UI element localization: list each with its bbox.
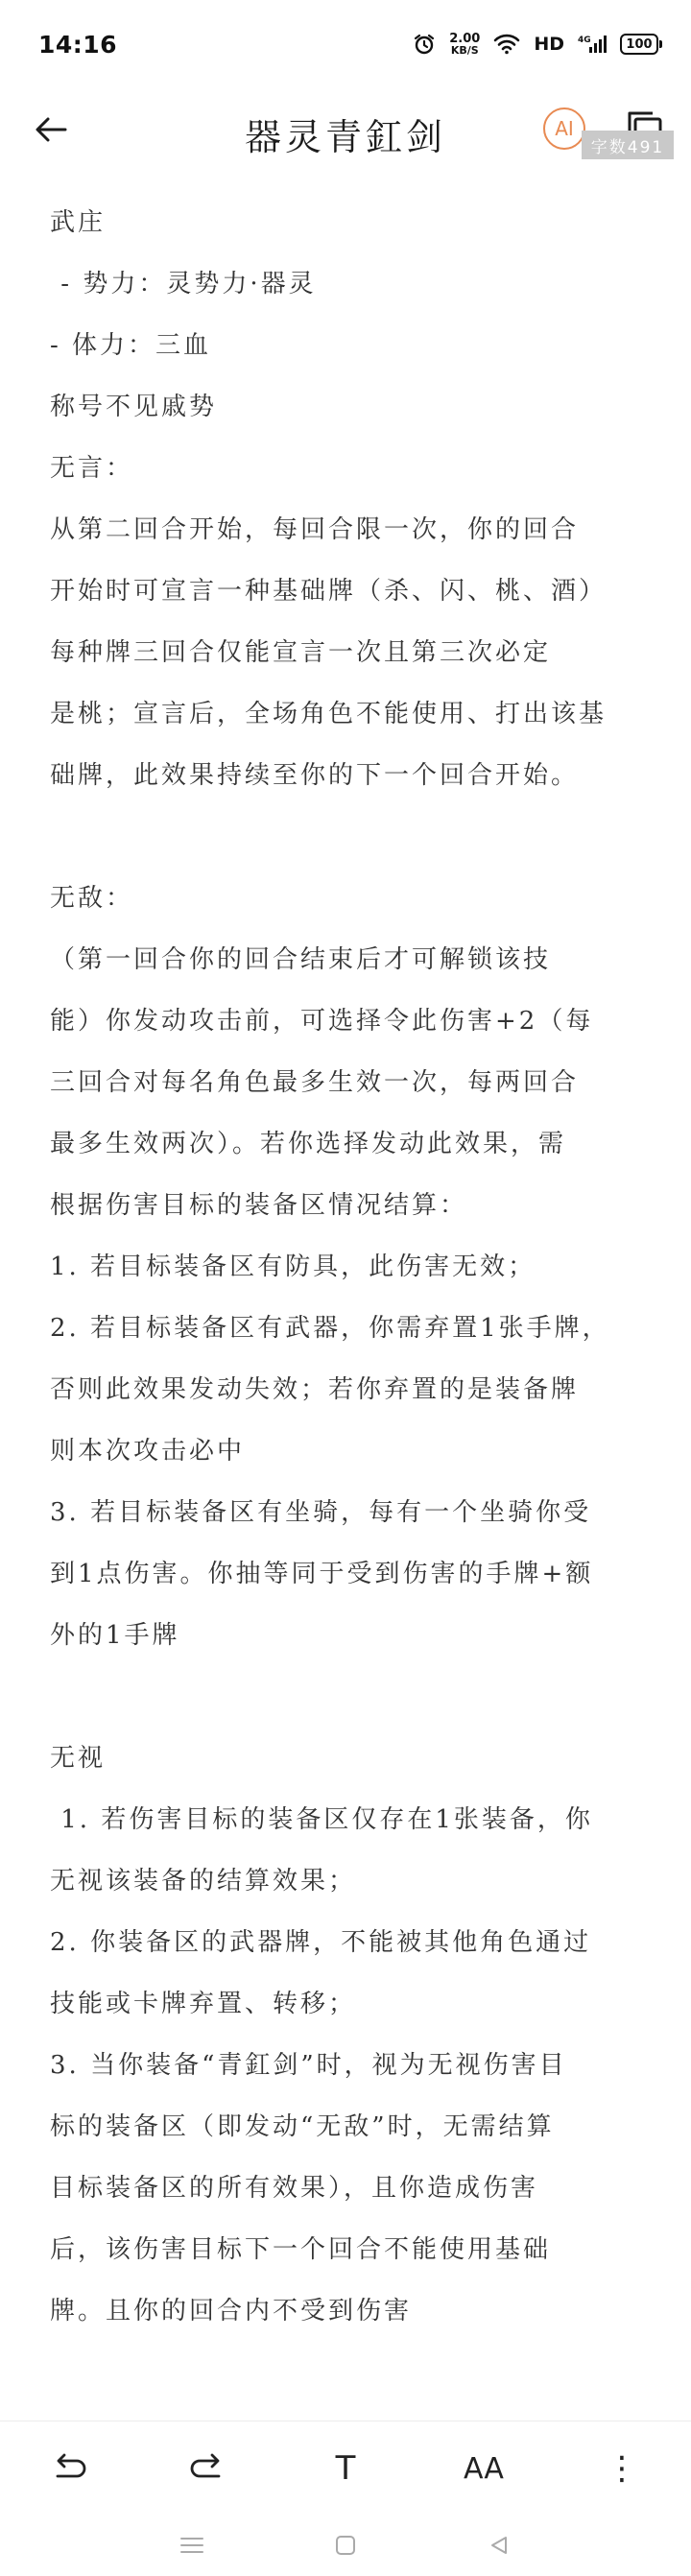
- net-speed-unit: KB/S: [450, 44, 479, 57]
- navigation-bar: [0, 2515, 691, 2576]
- paragraph: 是桃；宣言后，全场角色不能使用、打出该基: [50, 700, 608, 728]
- more-button[interactable]: [593, 2440, 651, 2497]
- ai-button[interactable]: [543, 107, 585, 150]
- paragraph: 最多生效两次）。若你选择发动此效果，需: [50, 1130, 567, 1158]
- text-style-button[interactable]: [317, 2440, 374, 2497]
- signal-icon: [578, 34, 607, 55]
- menu-icon: [179, 2536, 204, 2555]
- paragraph: 目标装备区的所有效果），且你造成伤害: [50, 2174, 539, 2203]
- edit-toolbar: [0, 2428, 691, 2509]
- paragraph: 后，该伤害目标下一个回合不能使用基础: [50, 2235, 552, 2264]
- paragraph: 础牌，此效果持续至你的下一个回合开始。: [50, 761, 580, 790]
- square-icon: [335, 2535, 356, 2556]
- paragraph: 无敌：: [50, 884, 134, 913]
- net-speed-value: 2.00: [449, 32, 481, 46]
- home-button[interactable]: [326, 2526, 365, 2564]
- battery-level: 100: [626, 36, 653, 52]
- paragraph: 否则此效果发动失效；若你弃置的是装备牌: [50, 1375, 580, 1404]
- hd-indicator: HD: [534, 34, 564, 55]
- paragraph: 1. 若目标装备区有防具，此伤害无效；: [50, 1252, 536, 1281]
- paragraph: 开始时可宣言一种基础牌（杀、闪、桃、酒）: [50, 577, 608, 606]
- redo-button[interactable]: [179, 2440, 236, 2497]
- paragraph: 称号不见戚势: [50, 393, 218, 421]
- ai-label: AI: [555, 117, 574, 140]
- battery-icon: [620, 34, 658, 55]
- svg-text:4G: 4G: [578, 36, 591, 45]
- paragraph: - 体力：三血: [50, 331, 212, 360]
- triangle-back-icon: [488, 2535, 510, 2556]
- word-count-badge: 字数491: [582, 131, 674, 159]
- paragraph: 能）你发动攻击前，可选择令此伤害+2（每: [50, 1007, 594, 1036]
- paragraph: 武庄: [50, 208, 107, 237]
- paragraph: 每种牌三回合仅能宣言一次且第三次必定: [50, 638, 552, 667]
- paragraph: 到1点伤害。你抽等同于受到伤害的手牌+额: [50, 1560, 594, 1588]
- undo-icon: [48, 2447, 90, 2490]
- document-title: 器灵青釭剑: [244, 116, 446, 158]
- paragraph: 无言：: [50, 454, 134, 483]
- paragraph: 牌。且你的回合内不受到伤害: [50, 2297, 413, 2326]
- document-body[interactable]: [50, 192, 645, 2342]
- blank-line: [50, 806, 645, 868]
- wifi-icon: [493, 34, 520, 55]
- paragraph: 标的装备区（即发动“无敌”时，无需结算: [50, 2112, 555, 2141]
- paragraph: 无视该装备的结算效果；: [50, 1867, 357, 1896]
- paragraph: 三回合对每名角色最多生效一次，每两回合: [50, 1068, 580, 1097]
- paragraph: （第一回合你的回合结束后才可解锁该技: [50, 945, 552, 974]
- recents-button[interactable]: [173, 2526, 211, 2564]
- paragraph: 外的1手牌: [50, 1621, 180, 1650]
- text-icon: T: [335, 2449, 356, 2488]
- paragraph: 3. 若目标装备区有坐骑，每有一个坐骑你受: [50, 1498, 592, 1527]
- app-bar: [0, 88, 691, 194]
- back-nav-button[interactable]: [480, 2526, 518, 2564]
- paragraph: 则本次攻击必中: [50, 1437, 246, 1466]
- paragraph: 1. 若伤害目标的装备区仅存在1张装备，你: [50, 1805, 593, 1834]
- paragraph: 从第二回合开始，每回合限一次，你的回合: [50, 515, 580, 544]
- status-icons: [413, 33, 658, 56]
- blank-line: [50, 1666, 645, 1728]
- font-size-icon: AA: [464, 2451, 504, 2486]
- net-speed: [449, 33, 480, 56]
- paragraph: 2. 若目标装备区有武器，你需弃置1张手牌，: [50, 1314, 610, 1343]
- alarm-icon: [413, 33, 436, 56]
- undo-button[interactable]: [40, 2440, 98, 2497]
- paragraph: 根据伤害目标的装备区情况结算：: [50, 1191, 468, 1220]
- status-time: 14:16: [38, 30, 118, 59]
- paragraph: 2. 你装备区的武器牌，不能被其他角色通过: [50, 1928, 592, 1957]
- more-icon: ⋮: [606, 2449, 638, 2488]
- status-bar: [0, 0, 691, 88]
- paragraph: 无视: [50, 1744, 107, 1773]
- paragraph: - 势力：灵势力·器灵: [50, 270, 317, 298]
- redo-icon: [186, 2447, 228, 2490]
- font-size-button[interactable]: [455, 2440, 512, 2497]
- paragraph: 技能或卡牌弃置、转移；: [50, 1990, 357, 2018]
- paragraph: 3. 当你装备“青釭剑”时，视为无视伤害目: [50, 2051, 567, 2080]
